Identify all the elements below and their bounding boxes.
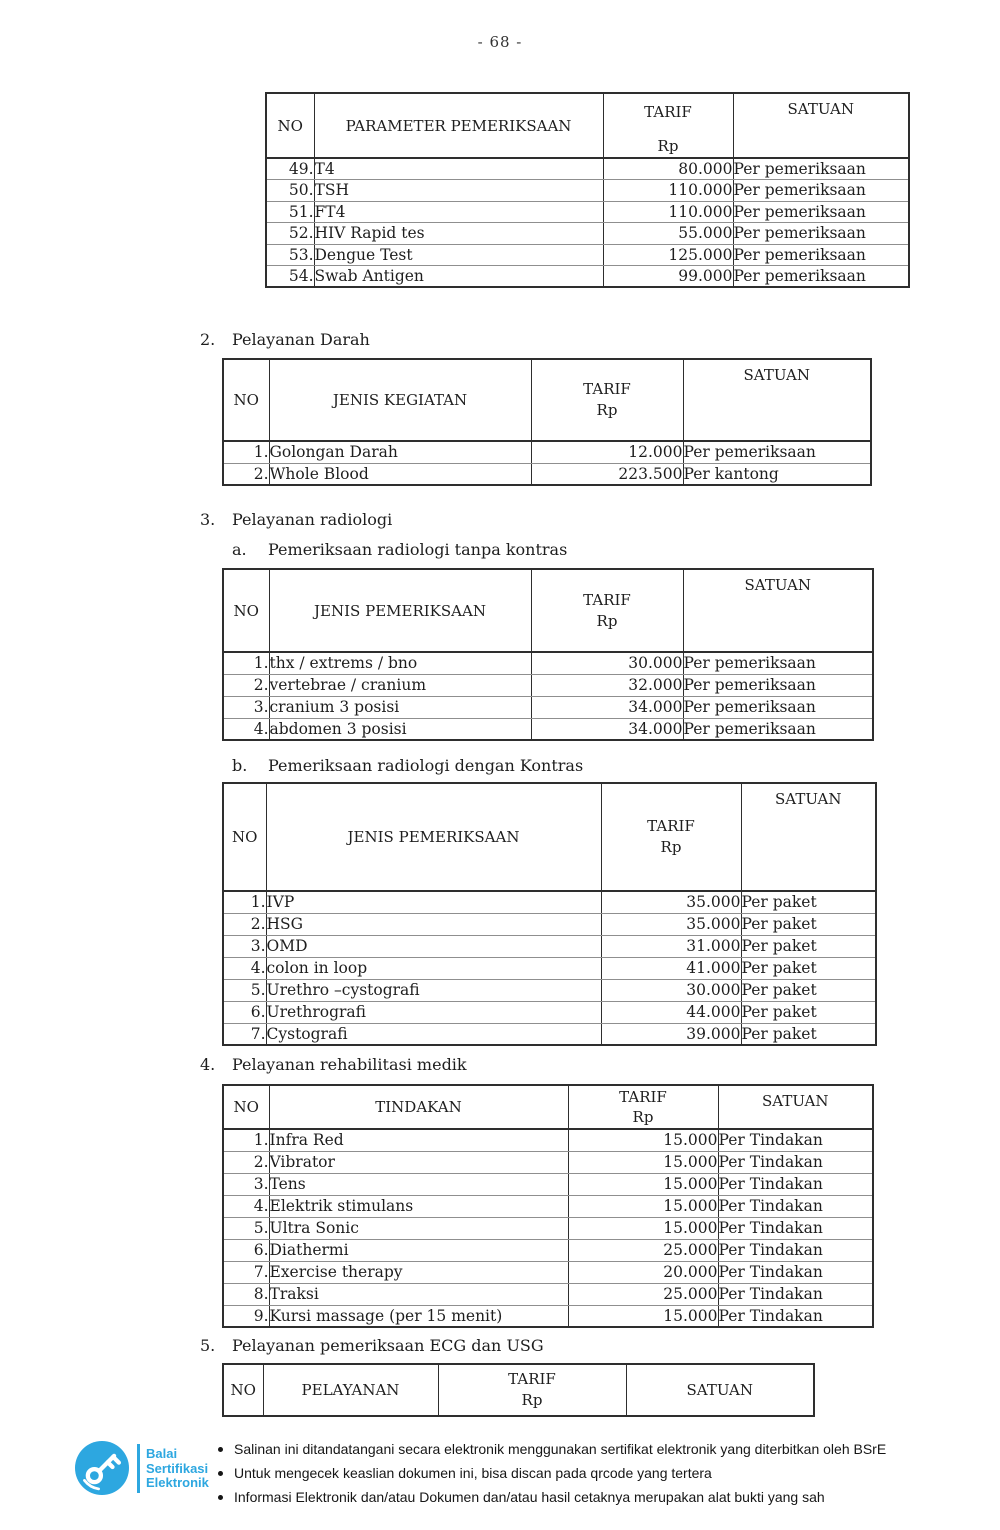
cell-satuan: Per Tindakan [718, 1173, 873, 1195]
table-row [223, 1261, 873, 1283]
cell-satuan: Per Tindakan [718, 1283, 873, 1305]
cell-name: abdomen 3 posisi [269, 718, 531, 740]
cell-satuan: Per Tindakan [718, 1195, 873, 1217]
header-satuan: SATUAN [683, 569, 873, 652]
cell-no: 7. [223, 1261, 269, 1283]
cell-satuan: Per pemeriksaan [683, 674, 873, 696]
footer-note [218, 1437, 886, 1461]
table-row [223, 463, 871, 485]
cell-name: vertebrae / cranium [269, 674, 531, 696]
subsection-letter: a. [232, 540, 247, 559]
cell-name: Ultra Sonic [269, 1217, 568, 1239]
rp-label: Rp [521, 1391, 543, 1409]
cell-no: 1. [223, 891, 266, 913]
header-row [223, 359, 871, 441]
footer-notes [218, 1437, 886, 1509]
cell-no: 50. [266, 180, 314, 202]
table-row [223, 913, 876, 935]
cell-satuan: Per pemeriksaan [683, 652, 873, 674]
cell-satuan: Per Tindakan [718, 1217, 873, 1239]
cell-no: 1. [223, 652, 269, 674]
table-row [266, 244, 909, 266]
cell-satuan: Per pemeriksaan [683, 718, 873, 740]
header-name: JENIS KEGIATAN [269, 359, 531, 441]
cell-no: 4. [223, 957, 266, 979]
cell-name: HIV Rapid tes [314, 223, 603, 245]
footer-note-text: Untuk mengecek keaslian dokumen ini, bisa discan pada qrcode yang tertera [234, 1465, 712, 1481]
rp-label: Rp [660, 838, 682, 856]
cell-name: Infra Red [269, 1129, 568, 1151]
header-name: JENIS PEMERIKSAAN [269, 569, 531, 652]
cell-no: 52. [266, 223, 314, 245]
table-row [223, 1001, 876, 1023]
cell-no: 7. [223, 1023, 266, 1045]
cell-name: Traksi [269, 1283, 568, 1305]
cell-name: Dengue Test [314, 244, 603, 266]
cell-satuan: Per pemeriksaan [733, 266, 909, 288]
footer-note [218, 1461, 886, 1485]
cell-tarif: 25.000 [568, 1283, 718, 1305]
tarif-label: TARIF [583, 380, 631, 398]
cell-tarif: 41.000 [601, 957, 741, 979]
section-title: Pelayanan Darah [232, 330, 370, 349]
header-no: NO [223, 569, 269, 652]
table-row [223, 1305, 873, 1327]
cell-name: FT4 [314, 201, 603, 223]
blood-services-table [222, 358, 872, 486]
cell-satuan: Per pemeriksaan [683, 696, 873, 718]
cell-tarif: 110.000 [603, 180, 733, 202]
section-heading-ecg-usg [200, 1336, 544, 1355]
cell-name: Urethro –cystografi [266, 979, 601, 1001]
logo-line-1: Balai [146, 1446, 178, 1461]
table-row [223, 1239, 873, 1261]
cell-name: thx / extrems / bno [269, 652, 531, 674]
header-satuan: SATUAN [733, 93, 909, 158]
bsre-logo-text [146, 1447, 209, 1491]
cell-name: Urethrografi [266, 1001, 601, 1023]
lab-parameters-table [265, 92, 910, 288]
cell-name: Whole Blood [269, 463, 531, 485]
cell-tarif: 35.000 [601, 913, 741, 935]
tarif-label: TARIF [508, 1370, 556, 1388]
table-row [266, 266, 909, 288]
tarif-label: TARIF [619, 1088, 667, 1106]
section-title: Pelayanan pemeriksaan ECG dan USG [232, 1336, 544, 1355]
cell-name: HSG [266, 913, 601, 935]
cell-no: 5. [223, 1217, 269, 1239]
cell-satuan: Per paket [741, 957, 876, 979]
table-row [266, 223, 909, 245]
cell-satuan: Per pemeriksaan [733, 158, 909, 180]
table-row [223, 1129, 873, 1151]
table-row [223, 935, 876, 957]
cell-tarif: 30.000 [601, 979, 741, 1001]
cell-tarif: 20.000 [568, 1261, 718, 1283]
cell-no: 1. [223, 441, 269, 463]
cell-tarif: 32.000 [531, 674, 683, 696]
table-row [223, 1023, 876, 1045]
header-tarif [531, 569, 683, 652]
header-no: NO [223, 359, 269, 441]
cell-tarif: 15.000 [568, 1129, 718, 1151]
header-satuan: SATUAN [683, 359, 871, 441]
header-row [223, 569, 873, 652]
footer-note-text: Informasi Elektronik dan/atau Dokumen dan/atau hasil cetaknya merupakan alat bukti yang sah [234, 1489, 825, 1505]
cell-name: cranium 3 posisi [269, 696, 531, 718]
cell-satuan: Per pemeriksaan [733, 223, 909, 245]
cell-satuan: Per pemeriksaan [733, 201, 909, 223]
tarif-label: TARIF [583, 590, 631, 609]
cell-tarif: 25.000 [568, 1239, 718, 1261]
cell-tarif: 15.000 [568, 1195, 718, 1217]
cell-satuan: Per kantong [683, 463, 871, 485]
cell-no: 3. [223, 935, 266, 957]
table-row [223, 1217, 873, 1239]
bsre-logo [75, 1441, 129, 1495]
cell-satuan: Per paket [741, 891, 876, 913]
table-row [223, 652, 873, 674]
cell-satuan: Per Tindakan [718, 1305, 873, 1327]
section-number: 4. [200, 1055, 216, 1074]
table-row [223, 1173, 873, 1195]
table-row [223, 891, 876, 913]
header-no: NO [223, 1364, 263, 1416]
tarif-label: TARIF [644, 103, 692, 121]
ecg-usg-table [222, 1363, 815, 1417]
cell-name: Swab Antigen [314, 266, 603, 288]
cell-name: colon in loop [266, 957, 601, 979]
cell-name: IVP [266, 891, 601, 913]
cell-tarif: 15.000 [568, 1217, 718, 1239]
header-no: NO [266, 93, 314, 158]
cell-name: Exercise therapy [269, 1261, 568, 1283]
header-tarif [568, 1085, 718, 1129]
cell-name: Golongan Darah [269, 441, 531, 463]
radiology-contrast-table [222, 782, 877, 1046]
header-row [266, 93, 909, 158]
cell-satuan: Per pemeriksaan [733, 244, 909, 266]
header-name: JENIS PEMERIKSAAN [266, 783, 601, 891]
cell-tarif: 99.000 [603, 266, 733, 288]
header-row [223, 1364, 814, 1416]
logo-line-3: Elektronik [146, 1475, 209, 1490]
cell-satuan: Per paket [741, 979, 876, 1001]
cell-no: 3. [223, 696, 269, 718]
cell-tarif: 80.000 [603, 158, 733, 180]
header-row [223, 783, 876, 891]
cell-tarif: 44.000 [601, 1001, 741, 1023]
table-row [266, 201, 909, 223]
section-title: Pelayanan rehabilitasi medik [232, 1055, 467, 1074]
logo-divider [137, 1444, 140, 1493]
bullet-icon [218, 1471, 223, 1476]
cell-no: 54. [266, 266, 314, 288]
rp-label: Rp [596, 401, 618, 419]
header-satuan: SATUAN [741, 783, 876, 891]
header-row [223, 1085, 873, 1129]
header-name: PARAMETER PEMERIKSAAN [314, 93, 603, 158]
table-row [266, 180, 909, 202]
header-no: NO [223, 783, 266, 891]
cell-tarif: 39.000 [601, 1023, 741, 1045]
cell-tarif: 55.000 [603, 223, 733, 245]
rehabilitation-table [222, 1084, 874, 1328]
cell-no: 9. [223, 1305, 269, 1327]
footer-note [218, 1485, 886, 1509]
cell-no: 1. [223, 1129, 269, 1151]
cell-name: Vibrator [269, 1151, 568, 1173]
table-row [223, 718, 873, 740]
header-name: PELAYANAN [263, 1364, 438, 1416]
cell-tarif: 30.000 [531, 652, 683, 674]
subsection-title: Pemeriksaan radiologi tanpa kontras [268, 540, 568, 559]
cell-name: Tens [269, 1173, 568, 1195]
cell-name: Cystografi [266, 1023, 601, 1045]
subsection-title: Pemeriksaan radiologi dengan Kontras [268, 756, 584, 775]
cell-tarif: 223.500 [531, 463, 683, 485]
cell-no: 4. [223, 718, 269, 740]
header-tarif [601, 783, 741, 891]
header-tarif [531, 359, 683, 441]
table-row [223, 696, 873, 718]
cell-satuan: Per pemeriksaan [683, 441, 871, 463]
section-title: Pelayanan radiologi [232, 510, 393, 529]
logo-line-2: Sertifikasi [146, 1460, 209, 1476]
cell-no: 49. [266, 158, 314, 180]
subsection-letter: b. [232, 756, 248, 775]
cell-satuan: Per paket [741, 1023, 876, 1045]
cell-name: Diathermi [269, 1239, 568, 1261]
cell-no: 6. [223, 1001, 266, 1023]
bullet-icon [218, 1495, 223, 1500]
cell-satuan: Per Tindakan [718, 1239, 873, 1261]
cell-satuan: Per paket [741, 1001, 876, 1023]
header-tarif [603, 93, 733, 158]
cell-no: 4. [223, 1195, 269, 1217]
table-row [223, 674, 873, 696]
cell-tarif: 110.000 [603, 201, 733, 223]
header-satuan: SATUAN [718, 1085, 873, 1129]
cell-no: 2. [223, 913, 266, 935]
section-heading-darah [200, 330, 370, 349]
cell-tarif: 15.000 [568, 1305, 718, 1327]
tarif-label: TARIF [647, 817, 695, 835]
page-number: - 68 - [477, 33, 523, 51]
cell-tarif: 15.000 [568, 1173, 718, 1195]
cell-satuan: Per paket [741, 935, 876, 957]
table-row [223, 1195, 873, 1217]
cell-satuan: Per Tindakan [718, 1129, 873, 1151]
cell-tarif: 35.000 [601, 891, 741, 913]
rp-label: Rp [657, 137, 679, 155]
cell-no: 3. [223, 1173, 269, 1195]
cell-no: 8. [223, 1283, 269, 1305]
key-icon [75, 1441, 129, 1495]
table-row [223, 957, 876, 979]
footer-note-text: Salinan ini ditandatangani secara elektronik menggunakan sertifikat elektronik yang diterbitkan oleh BSrE [234, 1441, 887, 1457]
section-number: 2. [200, 330, 216, 349]
cell-tarif: 125.000 [603, 244, 733, 266]
cell-tarif: 34.000 [531, 718, 683, 740]
cell-no: 53. [266, 244, 314, 266]
cell-no: 2. [223, 674, 269, 696]
cell-tarif: 31.000 [601, 935, 741, 957]
cell-name: T4 [314, 158, 603, 180]
header-satuan: SATUAN [626, 1364, 814, 1416]
cell-satuan: Per paket [741, 913, 876, 935]
section-heading-radiologi [200, 510, 392, 529]
cell-name: Elektrik stimulans [269, 1195, 568, 1217]
subsection-heading-radiologi-a [232, 540, 567, 559]
section-heading-rehab [200, 1055, 467, 1074]
rp-label: Rp [632, 1108, 654, 1126]
table-row [223, 1151, 873, 1173]
bullet-icon [218, 1447, 223, 1452]
header-tarif [438, 1364, 626, 1416]
cell-satuan: Per pemeriksaan [733, 180, 909, 202]
cell-name: TSH [314, 180, 603, 202]
section-number: 3. [200, 510, 216, 529]
cell-tarif: 12.000 [531, 441, 683, 463]
table-row [266, 158, 909, 180]
radiology-no-contrast-table [222, 568, 874, 741]
cell-tarif: 15.000 [568, 1151, 718, 1173]
header-no: NO [223, 1085, 269, 1129]
cell-name: Kursi massage (per 15 menit) [269, 1305, 568, 1327]
cell-name: OMD [266, 935, 601, 957]
section-number: 5. [200, 1336, 216, 1355]
cell-satuan: Per Tindakan [718, 1151, 873, 1173]
header-name: TINDAKAN [269, 1085, 568, 1129]
cell-satuan: Per Tindakan [718, 1261, 873, 1283]
cell-tarif: 34.000 [531, 696, 683, 718]
rp-label: Rp [596, 611, 618, 630]
cell-no: 6. [223, 1239, 269, 1261]
table-row [223, 441, 871, 463]
cell-no: 51. [266, 201, 314, 223]
subsection-heading-radiologi-b [232, 756, 583, 775]
cell-no: 5. [223, 979, 266, 1001]
table-row [223, 1283, 873, 1305]
table-row [223, 979, 876, 1001]
cell-no: 2. [223, 463, 269, 485]
cell-no: 2. [223, 1151, 269, 1173]
